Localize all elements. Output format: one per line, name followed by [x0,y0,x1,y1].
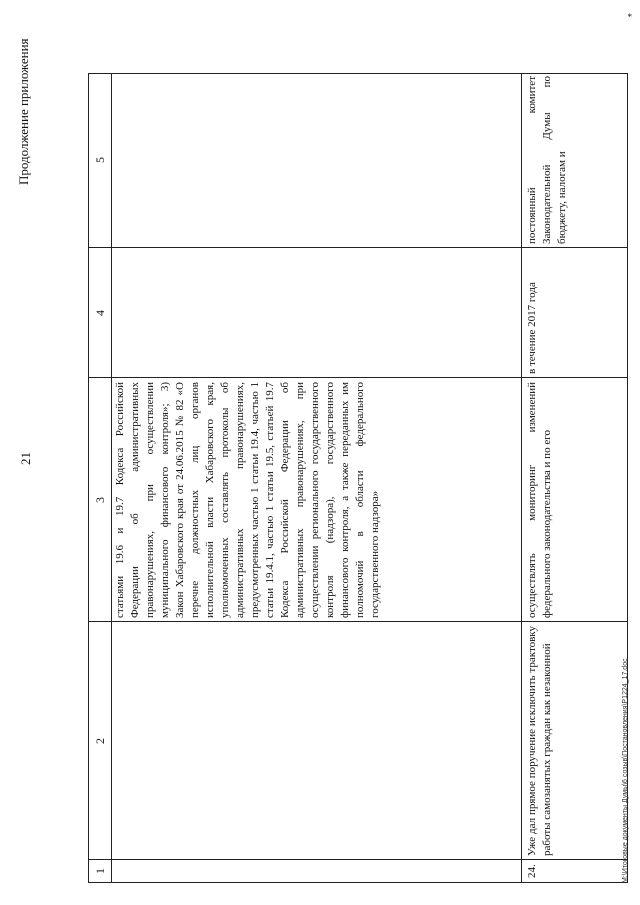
row-24-col4 [523,248,627,378]
table-header-row [89,74,112,882]
row-24-responsible: постоянный комитет Законодательной Думы по бюджету, налогам и [526,76,568,244]
row-divider [521,74,522,882]
header-col-5: 5 [92,157,107,163]
row-24-deadline: в течение 2017 года [526,282,538,374]
page-number: 21 [18,452,33,465]
row-24-action-text: осуществлять мониторинг изменений федерального законодательства и по его [526,382,553,618]
header-col-1: 1 [92,868,107,874]
file-path-footer: M:\Итоговые документы Думы\6 созыв\Постановления\P1224_17.doc [622,658,629,883]
table-body [111,74,627,882]
row-24-col3 [523,378,627,622]
row-24-col5 [523,72,627,248]
appendix-table [88,73,628,883]
row-continued-text: статьями 19.6 и 19.7 Кодекса Российской Федерации об административных правонарушениях, при осуществлении муниципального финансового контроля»; 3) Закон Хабаровского края от 24.06.2015 № 82 «О перечне должностных лиц органов исполнительной власти Хабаровского края, уполномоченных составлять протоколы об административных правонарушениях, предусмотренных частью 1 статьи 19.4, частью 1 статьи 19.4.1, частью 1 статьи 19.5, статьей 19.7 Кодекса Российской Федерации об административных правонарушениях, при осуществлении регионального государственного контроля (надзора), государственного финансового контроля, а также переданных им полномочий в области федерального государственного надзора» [114,382,381,618]
row-24-number: 24. [526,864,538,878]
header-col-4: 4 [92,310,107,316]
col-divider [89,859,111,860]
row-24-measure-text: Уже дал прямое поручение исключить трактовку работы самозанятых граждан как незаконной [526,626,553,856]
col-divider [89,247,111,248]
appendix-continuation-note: Продолжение приложения [16,38,31,185]
col-divider [89,377,111,378]
row-24-col2 [523,622,627,860]
table-row-continued-col3 [111,378,521,622]
header-col-2: 2 [92,738,107,744]
col-divider [89,621,111,622]
header-col-3: 3 [92,497,107,503]
scan-mark: * [627,12,632,22]
